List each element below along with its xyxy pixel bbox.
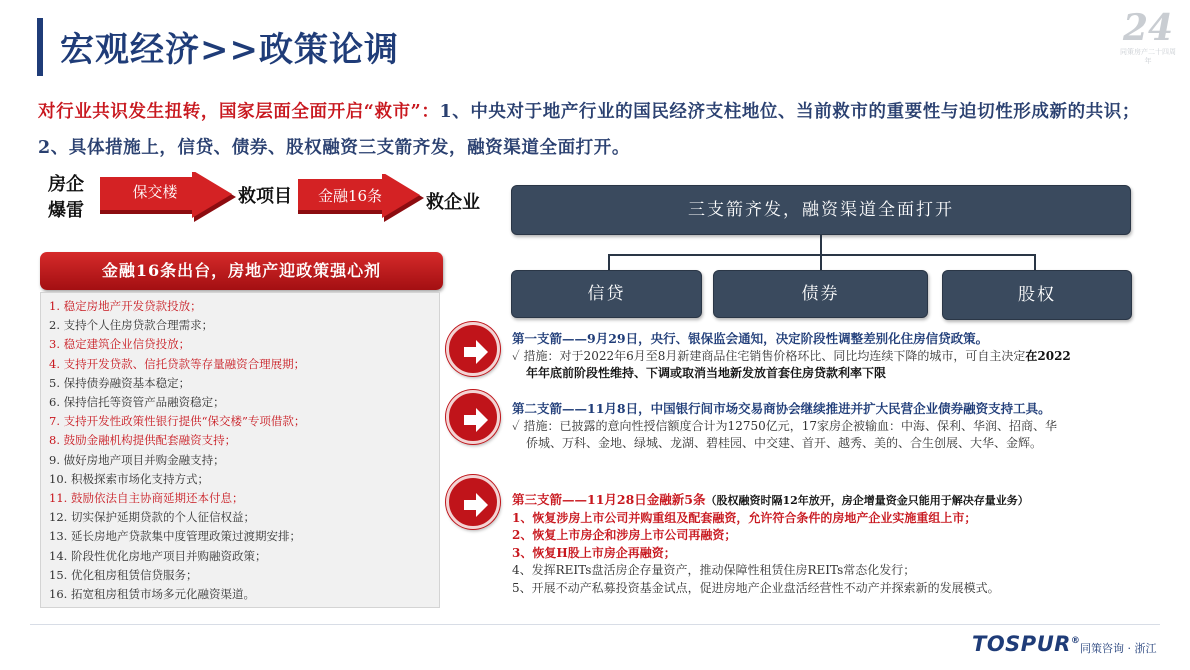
box-equity: 股权: [942, 270, 1132, 320]
financial-16-list: [40, 292, 440, 608]
list-item: 4. 支持开发贷款、信托贷款等存量融资合理展期；: [49, 356, 306, 371]
badge-number: 24: [1122, 7, 1174, 49]
flow-mid-label: 救项目: [238, 186, 292, 207]
third-arrow-subtitle: （股权融资时隔12年放开，房企增量资金只能用于解决存量业务）: [705, 494, 1029, 507]
list-item: 5. 保持债券融资基本稳定；: [49, 375, 191, 390]
flow-arrow-jinrong16: [298, 174, 426, 222]
list-item: 9. 做好房地产项目并购金融支持；: [49, 452, 225, 467]
third-arrow-item: 4、发挥REITs盘活房企存量资产，推动保障性租赁住房REITs常态化发行；: [512, 563, 916, 577]
third-arrow-heading: [512, 491, 1152, 510]
connector-line: [820, 235, 822, 255]
list-item: 15. 优化租房租赁信贷服务；: [49, 567, 198, 582]
intro-paragraph: [38, 94, 1148, 166]
first-arrow-measure-text: ✓ 措施：对于2022年6月至8月新建商品住宅销售价格环比、同比均连续下降的城市，可自主决定: [512, 348, 1026, 363]
tospur-logo: [972, 632, 1080, 656]
list-item: 2. 支持个人住房贷款合理需求；: [49, 318, 214, 333]
first-arrow-measure: [512, 348, 1152, 366]
flow-start-line1: 房企: [48, 174, 84, 195]
connector-line: [608, 254, 610, 270]
box-credit: 信贷: [511, 270, 702, 318]
box-bonds: 债券: [713, 270, 928, 318]
flow-arrow1-label: 保交楼: [132, 183, 178, 201]
first-arrow-block: [512, 330, 1152, 383]
footer-divider: [30, 624, 1160, 625]
list-item: 13. 延长房地产贷款集中度管理政策过渡期安排；: [49, 529, 301, 544]
first-arrow-measure-bold: 在2022: [1025, 348, 1071, 363]
logo-text: TOSPUR: [972, 632, 1071, 656]
third-arrow-item: 1、恢复涉房上市公司并购重组及配套融资，允许符合条件的房地产企业实施重组上市；: [512, 510, 977, 525]
list-item: 12. 切实保护延期贷款的个人征信权益；: [49, 510, 255, 525]
list-item: 16. 拓宽租房租赁市场多元化融资渠道。: [49, 587, 255, 602]
third-arrow-block: [512, 491, 1152, 597]
flow-arrow-baojiaolou: [100, 172, 238, 222]
list-item: 8. 鼓励金融机构提供配套融资支持；: [49, 433, 237, 448]
list-item: 14. 阶段性优化房地产项目并购融资政策；: [49, 548, 267, 563]
logo-registered: ®: [1070, 636, 1081, 646]
page-title: 宏观经济>>政策论调: [60, 30, 399, 70]
list-item: 1. 稳定房地产开发贷款投放；: [49, 299, 202, 313]
badge-caption: 同策房产二十四周年: [1120, 48, 1176, 65]
third-arrow-item: 3、恢复H股上市房企再融资；: [512, 545, 676, 560]
logo-subtitle: 同策咨询 · 浙江: [1080, 642, 1157, 655]
financial-16-banner: 金融16条出台，房地产迎政策强心剂: [40, 252, 443, 290]
list-item: 3. 稳定建筑企业信贷投放；: [49, 337, 191, 352]
anniversary-badge: [1120, 8, 1176, 68]
list-item: 7. 支持开发性政策性银行提供“保交楼”专项借款；: [49, 414, 306, 429]
title-accent-bar: [37, 18, 43, 76]
second-arrow-measure-cont: 侨城、万科、金地、绿城、龙湖、碧桂园、中交建、首开、越秀、美的、合生创展、大华、金辉。: [526, 436, 1043, 450]
third-arrow-item: 2、恢复上市房企和涉房上市公司再融资；: [512, 528, 737, 542]
connector-line: [820, 254, 822, 270]
flow-arrow2-label: 金融16条: [317, 187, 383, 205]
arrow-right-icon: [446, 390, 500, 444]
third-arrow-title: 第三支箭——11月28日金融新5条: [512, 492, 706, 507]
list-item: 11. 鼓励依法自主协商延期还本付息；: [49, 491, 244, 506]
second-arrow-heading: 第二支箭——11月8日，中国银行间市场交易商协会继续推进并扩大民营企业债券融资支持工具。: [512, 401, 1051, 416]
second-arrow-block: [512, 400, 1152, 453]
first-arrow-measure-cont: 年年底前阶段性维持、下调或取消当地新发放首套住房贷款利率下限: [526, 366, 887, 380]
three-arrows-box: 三支箭齐发，融资渠道全面打开: [511, 185, 1131, 235]
flow-start-line2: 爆雷: [48, 200, 84, 221]
arrow-right-icon: [446, 475, 500, 529]
arrow-right-icon: [446, 322, 500, 376]
connector-line: [608, 254, 1036, 256]
flow-end-label: 救企业: [426, 192, 480, 213]
first-arrow-heading: 第一支箭——9月29日，央行、银保监会通知，决定阶段性调整差别化住房信贷政策。: [512, 331, 989, 346]
second-arrow-measure: ✓ 措施：已披露的意向性授信额度合计为12750亿元，17家房企被输血：中海、保利、华润、招商、华: [512, 418, 1058, 433]
intro-rest: 1、中央对于地产行业的国民经济支柱地位、当前救市的重要性与迫切性形成新的共识；2、具体措施上，信贷、债券、股权融资三支箭齐发，融资渠道全面打开。: [38, 102, 1141, 158]
list-item: 10. 积极探索市场化支持方式；: [49, 471, 209, 486]
connector-line: [1034, 254, 1036, 270]
intro-lead: 对行业共识发生扭转，国家层面全面开启“救市”：: [38, 102, 440, 122]
third-arrow-item: 5、开展不动产私募投资基金试点，促进房地产企业盘活经营性不动产并探索新的发展模式。: [512, 580, 1000, 595]
list-item: 6. 保持信托等资管产品融资稳定；: [49, 395, 225, 410]
